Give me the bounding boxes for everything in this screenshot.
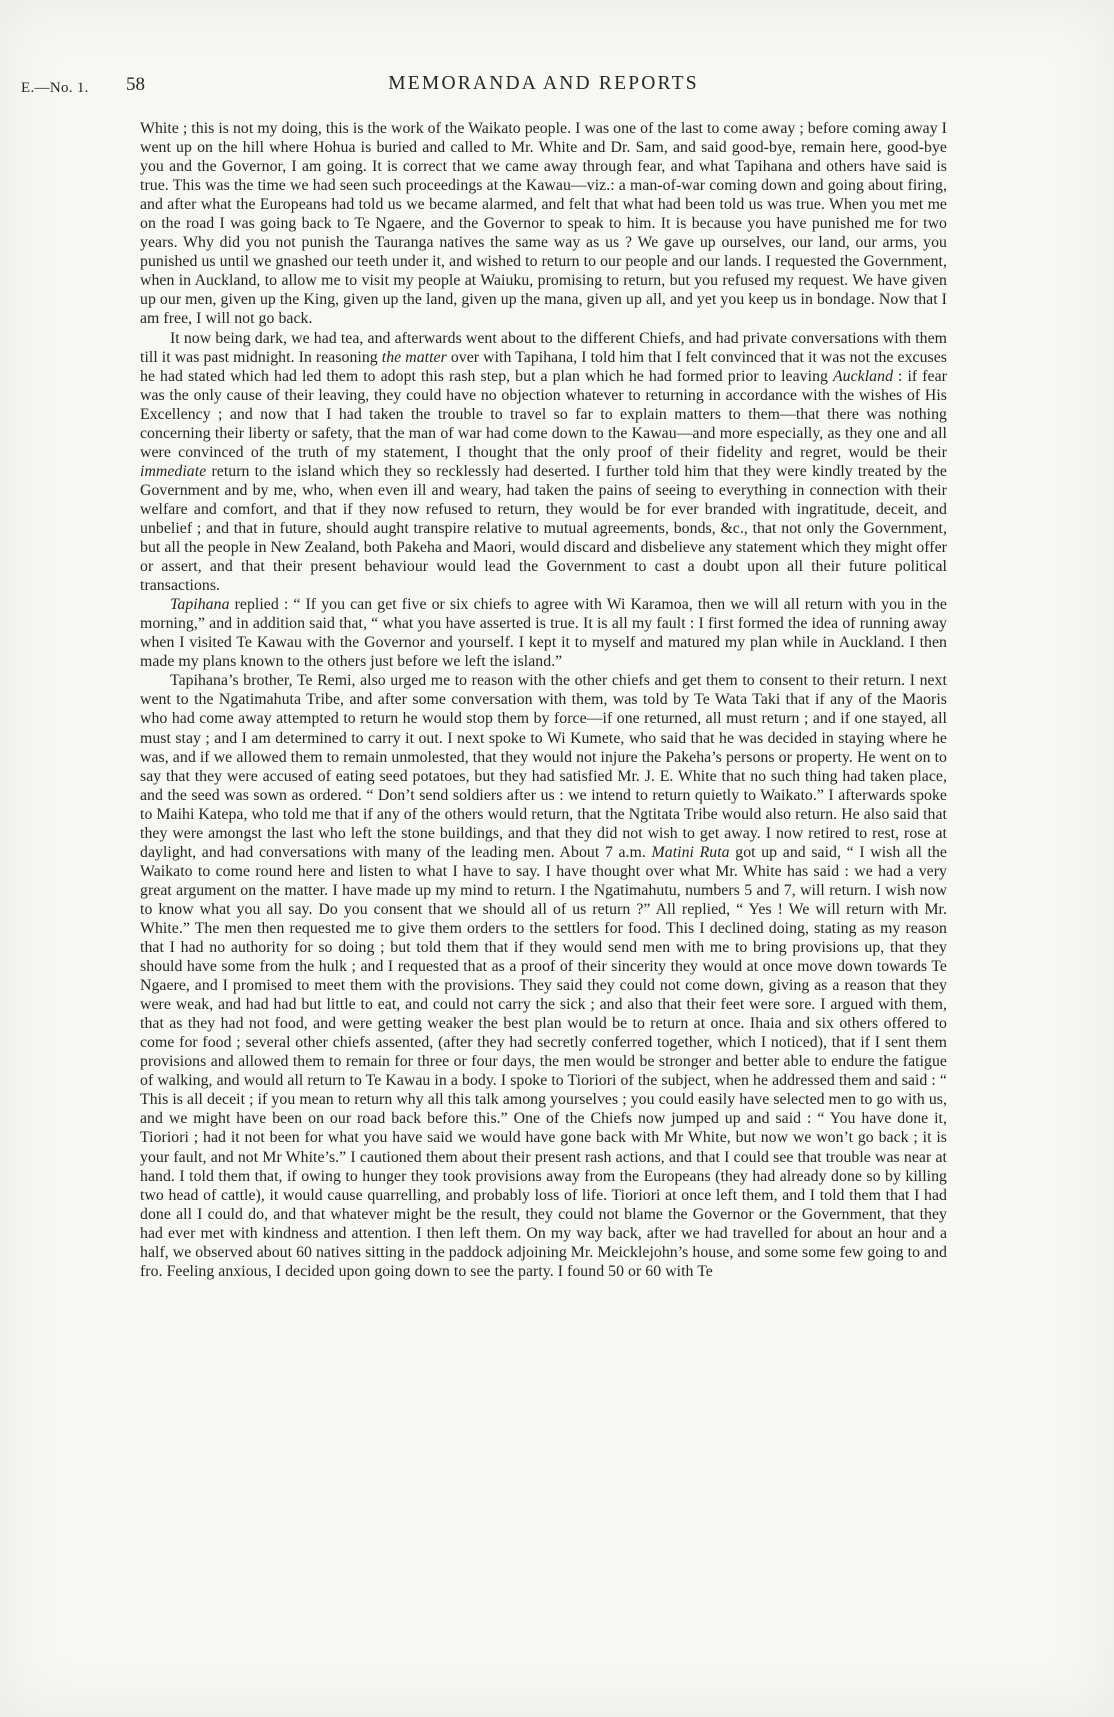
page-number: 58 bbox=[126, 74, 145, 95]
text-run: got up and said, “ I wish all the Waikato to come round here and listen to what I have to say. I have thought over what Mr. White has said : we had a very great argument on the matter. I have made up my mind to return. I the Ngatimahutu, numbers 5 and 7, will return. I wish now to know what you all say. Do you consent that we should all of us return ?” All replied, “ Yes ! We will return with Mr. White.” The men then requested me to give them orders to the settlers for food. This I declined doing, stating as my reason that I had no authority for so doing ; but told them that if they would send men with me to bring provisions up, that they should have some from the hulk ; and I requested that as a proof of their sincerity they would at once move down towards Te Ngaere, and I promised to meet them with the provisions. They said they could not come down, giving as a reason that they were weak, and had had but little to eat, and could not carry the sick ; and also that their feet were sore. I argued with them, that as they had not food, and were getting weaker the best plan would be to return at once. Ihaia and six others offered to come for food ; several other chiefs assented, (after they had secretly conferred together, which I noticed), that if I sent them provisions and allowed them to remain for three or four days, the men would be stronger and better able to endure the fatigue of walking, and would all return to Te Kawau in a body. I spoke to Tioriori of the subject, when he addressed them and said : “ This is all deceit ; if you mean to return why all this talk among yourselves ; you could easily have selected men to go with us, and we might have been on our road back before this.” One of the Chiefs now jumped up and said : “ You have done it, Tioriori ; had it not been for what you have said we would have gone back with Mr White, but now we won’t go back ; it is your fault, and not Mr White’s.” I cautioned them about their present rash actions, and that I could see that trouble was near at hand. I told them that, if owing to hunger they took provisions away from the Europeans (they had already done so by killing two head of cattle), it would cause quarrelling, and probably loss of life. Tioriori at once left them, and I told them that I had done all I could do, and that whatever might be the result, they could not blame the Governor or the Government, that they had ever met with kindness and attention. I then left them. On my way back, after we had travelled for about an hour and a half, we observed about 60 natives sitting in the paddock adjoining Mr. Meicklejohn’s house, and some some few going to and fro. Feeling anxious, I decided upon going down to see the party. I found 50 or 60 with Te bbox=[140, 843, 947, 1280]
text-run: White ; this is not my doing, this is the work of the Waikato people. I was one of the last to come away ; before coming away I went up on the hill where Hohua is buried and called to Mr. White and Dr. Sam, and said good-bye, remain here, good-bye you and the Governor, I am going. It is correct that we came away through fear, and what Tapihana and others have said is true. This was the time we had seen such proceedings at the Kawau—viz.: a man-of-war coming down and going about firing, and after what the Europeans had told us we became alarmed, and felt that what had been told us was true. When you met me on the road I was going back to Te Ngaere, and the Governor to speak to him. It is because you have punished me for two years. Why did you not punish the Tauranga natives the same way as us ? We gave up ourselves, our land, our arms, you punished us until we gnashed our teeth under it, and wished to return to our people and our lands. I requested the Government, when in Auckland, to allow me to visit my people at Waiuku, promising to return, but you refused my request. We have given up our men, given up the King, given up the land, given up the mana, given up all, and yet you keep us in bondage. Now that I am free, I will not go back. bbox=[140, 120, 947, 328]
paragraph-2 bbox=[140, 329, 947, 596]
italic-run: Auckland bbox=[832, 367, 894, 385]
paragraph-4 bbox=[140, 671, 947, 1281]
text-run: It now being dark, we had tea, and afterwards went about to the different Chiefs, and had private conversations with them till it was past midnight. In reasoning bbox=[140, 329, 947, 366]
text-run: : if fear was the only cause of their leaving, they could have no objection whatever to returning in accordance with the wishes of His Excellency ; and now that I had taken the trouble to travel so far to explain matters to them—that there was nothing concerning their liberty or safety, that the man of war had come down to the Kawau—and more especially, as they one and all were convinced of the truth of my statement, I thought that the only proof of their fidelity and regret, would be their bbox=[140, 367, 947, 461]
text-run: replied : “ If you can get five or six chiefs to agree with Wi Karamoa, then we will all return with you in the morning,” and in addition said that, “ what you have asserted is true. It is all my fault : I first formed the idea of running away when I visited Te Kawau with the Governor and yourself. I kept it to myself and matured my plan while in Auckland. I then made my plans known to the others just before we left the island.” bbox=[140, 596, 947, 671]
italic-run: the matter bbox=[381, 348, 447, 366]
text-run: Tapihana’s brother, Te Remi, also urged me to reason with the other chiefs and get them to consent to their return. I next went to the Ngatimahuta Tribe, and after some conversation with them, was told by Te Wata Taki that if any of the Maoris who had come away attempted to return he would stop them by force—if one returned, all must return ; and if one stayed, all must stay ; and I am determined to carry it out. I next spoke to Wi Kumete, who said that he was decided in staying where he was, and if we allowed them to remain unmolested, that they would not injure the Pakeha’s persons or property. He went on to say that they were accused of eating seed potatoes, but they had satisfied Mr. J. E. White that no such thing had taken place, and the seed was sown as ordered. “ Don’t send soldiers after us : we intend to return quietly to Waikato.” I afterwards spoke to Maihi Katepa, who told me that if any of the others would return, that the Ngtitata Tribe would also return. He also said that they were amongst the last who left the stone buildings, and that they did not wish to get away. I now retired to rest, rose at daylight, and had conversations with many of the leading men. About 7 a.m. bbox=[140, 672, 947, 861]
paragraph-3 bbox=[140, 595, 947, 671]
document-body bbox=[140, 119, 947, 1281]
text-run: over with Tapihana, I told him that I felt convinced that it was not the excuses he had stated which had led them to adopt this rash step, but a plan which he had formed prior to leaving bbox=[140, 348, 947, 385]
text-run: return to the island which they so recklessly had deserted. I further told him that they were kindly treated by the Government and by me, who, when even ill and weary, had taken the pains of seeing to everything in connection with their welfare and comfort, and that if they now refused to return, they would be for ever branded with ingratitude, deceit, and unbelief ; and that in future, should aught transpire relative to mutual agreements, bonds, &c., that not only the Government, but all the people in New Zealand, both Pakeha and Maori, would discard and disbelieve any statement which they might offer or assert, and that their present behaviour would lead the Government to cast a doubt upon all their future political transactions. bbox=[140, 462, 947, 595]
italic-run: immediate bbox=[140, 462, 207, 480]
italic-run: Matini Ruta bbox=[651, 843, 730, 861]
italic-run: Tapihana bbox=[170, 596, 230, 614]
document-title: MEMORANDA AND REPORTS bbox=[388, 73, 699, 94]
paragraph-1 bbox=[140, 119, 947, 329]
document-number: E.—No. 1. bbox=[21, 80, 89, 96]
